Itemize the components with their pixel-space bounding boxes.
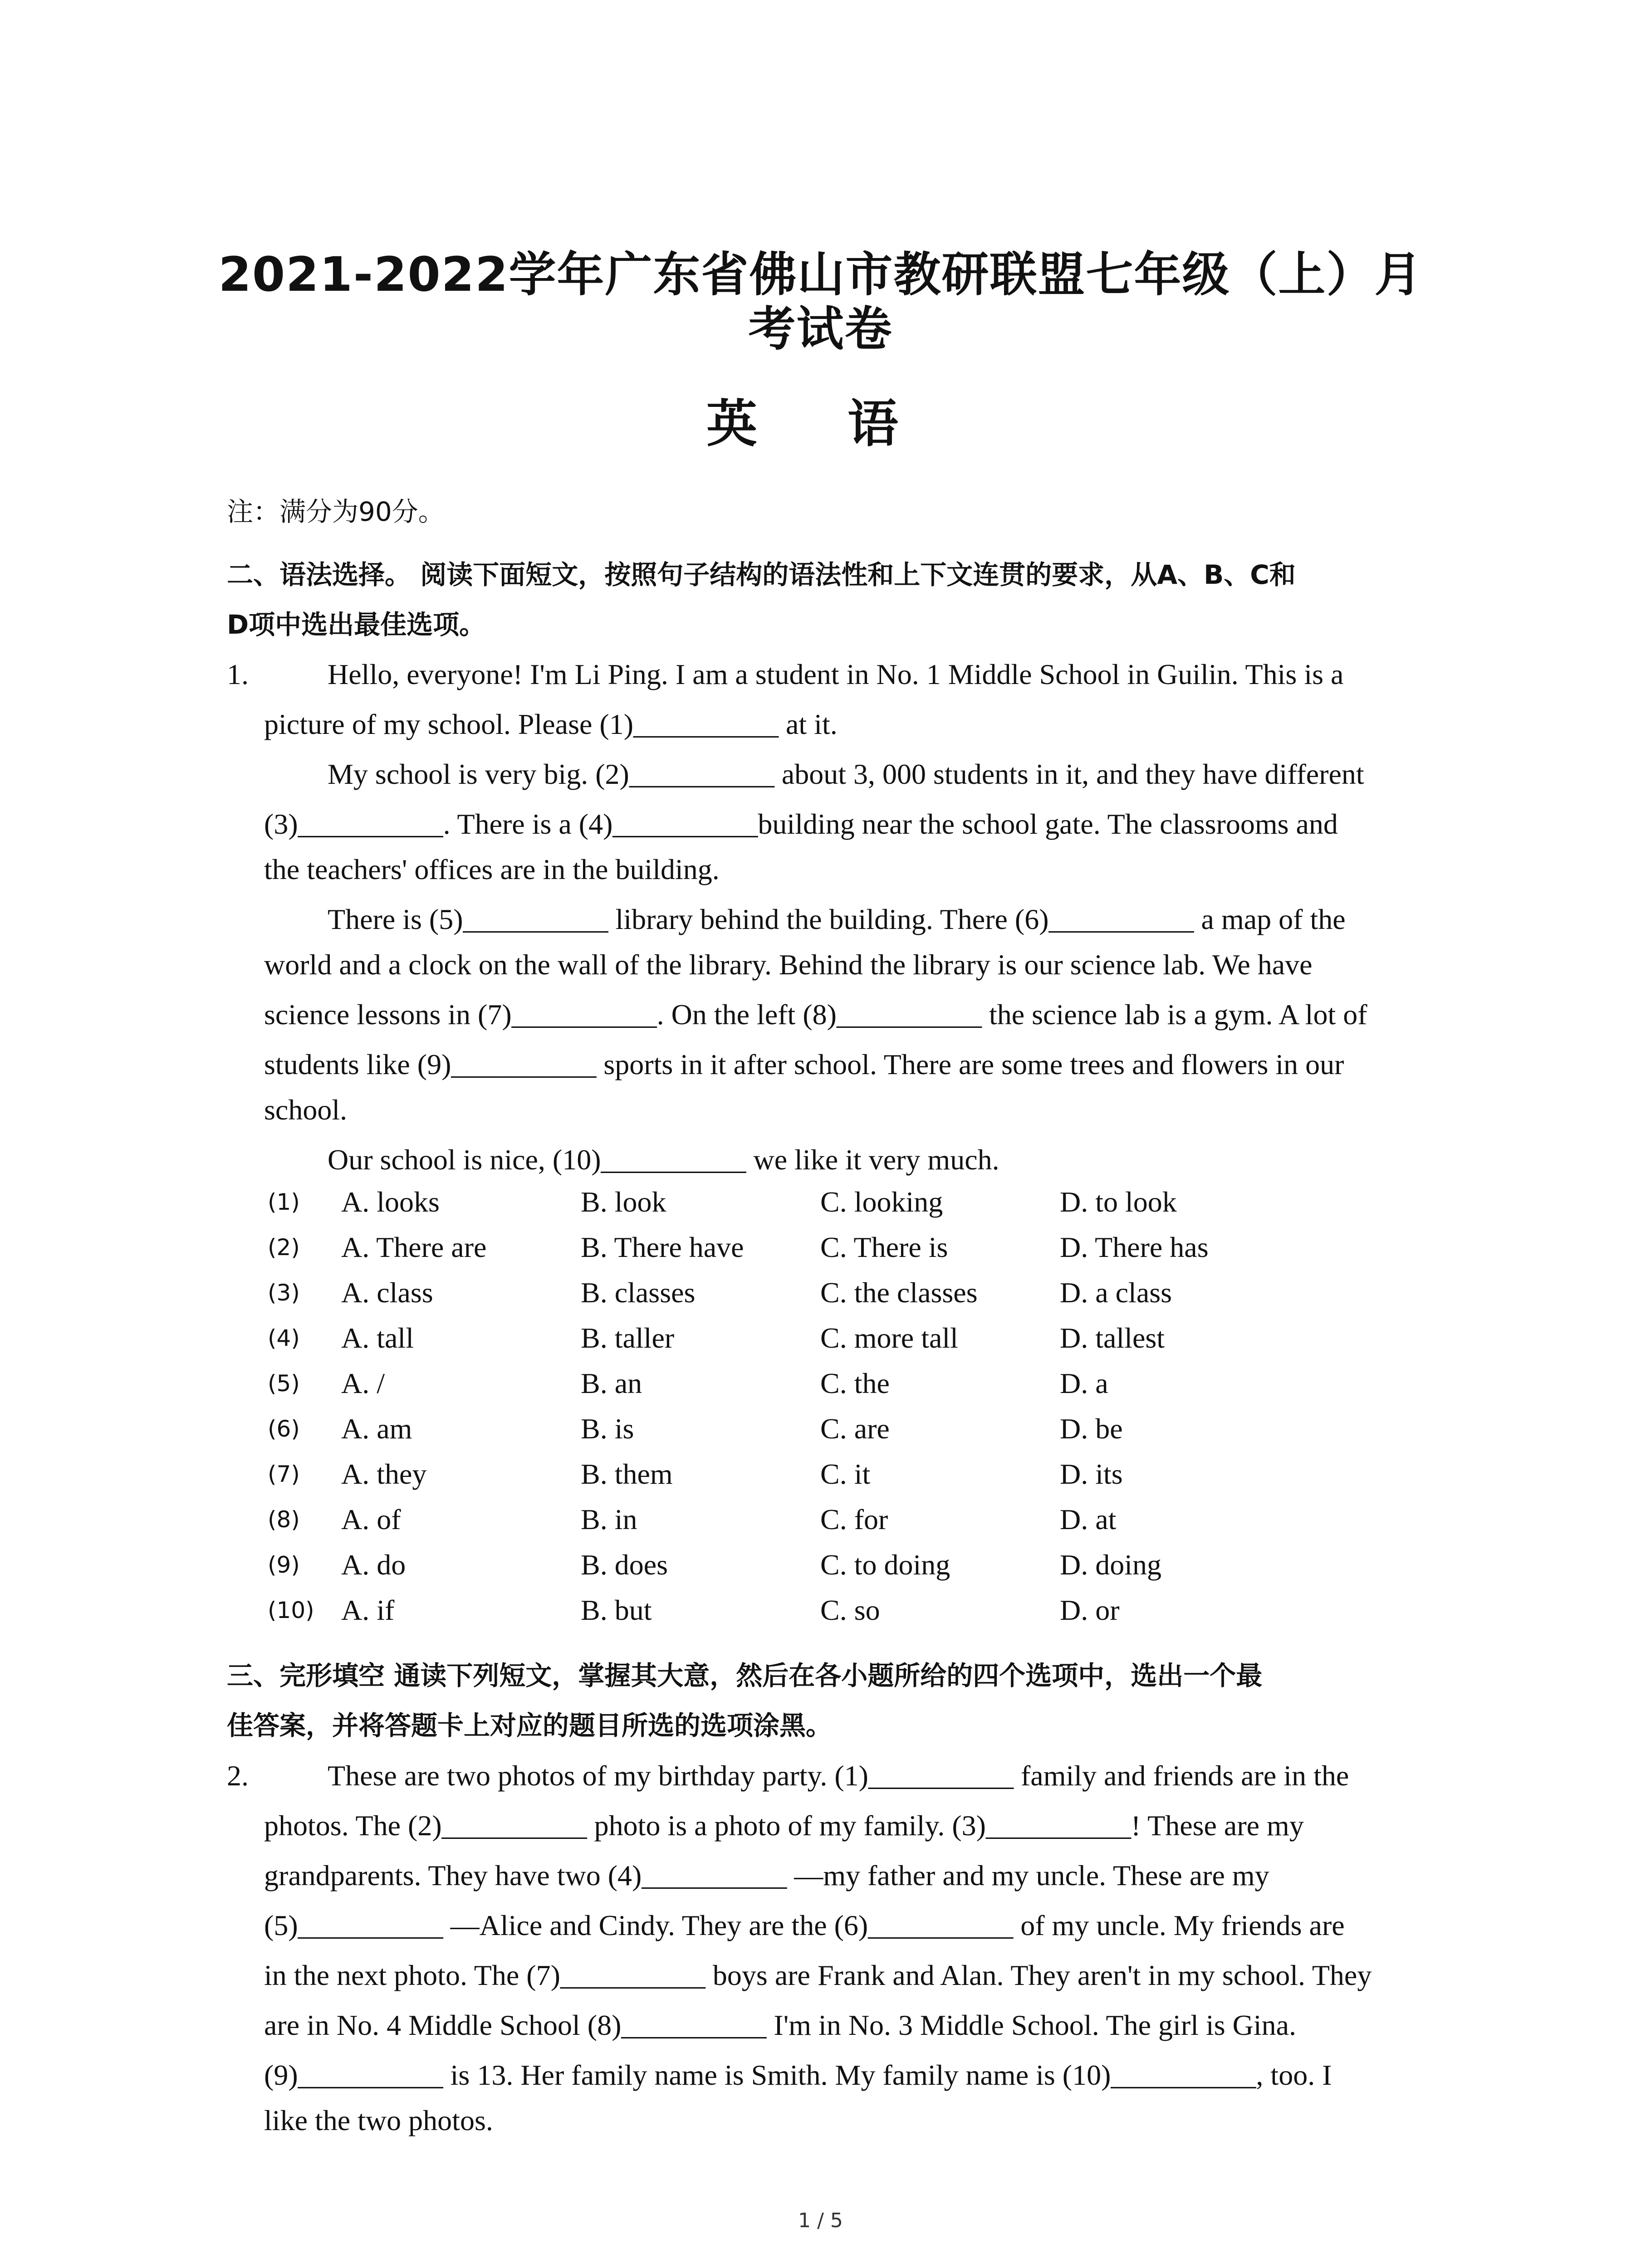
option-number: (2) [268,1234,300,1261]
q2-line: in the next photo. The (7)__________ boys are Frank and Alan. They aren't in my school. They [264,1959,1372,1991]
option-b[interactable]: B. look [581,1186,666,1218]
option-c[interactable]: C. more tall [820,1322,958,1354]
q1-line: There is (5)__________ library behind the building. There (6)__________ a map of the [328,903,1346,935]
option-d[interactable]: D. to look [1060,1186,1177,1218]
option-d[interactable]: D. doing [1060,1549,1161,1581]
option-a[interactable]: A. There are [341,1231,487,1263]
option-a[interactable]: A. if [341,1594,395,1626]
q2-line: are in No. 4 Middle School (8)__________ I'm in No. 3 Middle School. The girl is Gina. [264,2009,1296,2041]
option-b[interactable]: B. an [581,1367,642,1399]
option-c[interactable]: C. the classes [820,1276,978,1309]
exam-title-line1: 2021-2022学年广东省佛山市教研联盟七年级（上）月 [218,247,1423,302]
option-number: (10) [268,1597,314,1623]
option-c[interactable]: C. looking [820,1186,943,1218]
option-a[interactable]: A. do [341,1549,406,1581]
q1-line: students like (9)__________ sports in it after school. There are some trees and flowers in our [264,1048,1344,1080]
q1-line: picture of my school. Please (1)__________ at it. [264,708,838,740]
option-b[interactable]: B. in [581,1503,637,1535]
section2-heading-line2: D项中选出最佳选项。 [227,609,486,640]
question-number: 2. [227,1760,249,1792]
q1-line: Our school is nice, (10)__________ we like it very much. [328,1144,999,1176]
option-b[interactable]: B. taller [581,1322,675,1354]
option-b[interactable]: B. but [581,1594,652,1626]
q2-line: (5)__________ —Alice and Cindy. They are the (6)__________ of my uncle. My friends are [264,1909,1345,1941]
section2-heading-line1: 二、语法选择。 阅读下面短文，按照句子结构的语法性和上下文连贯的要求，从A、B、C和 [227,559,1296,590]
q2-line: like the two photos. [264,2104,493,2136]
subject-heading: 英 语 [706,395,935,454]
option-d[interactable]: D. There has [1060,1231,1209,1263]
option-c[interactable]: C. are [820,1413,890,1445]
q2-line: grandparents. They have two (4)__________ —my father and my uncle. These are my [264,1859,1269,1892]
exam-title-line2: 考试卷 [748,301,893,357]
option-b[interactable]: B. classes [581,1276,696,1309]
q1-line: Hello, everyone! I'm Li Ping. I am a student in No. 1 Middle School in Guilin. This is a [328,658,1344,690]
option-d[interactable]: D. tallest [1060,1322,1165,1354]
option-number: (1) [268,1189,300,1215]
section3-heading-line1: 三、完形填空 通读下列短文，掌握其大意，然后在各小题所给的四个选项中，选出一个最 [227,1660,1263,1691]
option-a[interactable]: A. / [341,1367,385,1399]
option-number: (6) [268,1416,300,1442]
option-c[interactable]: C. There is [820,1231,948,1263]
option-b[interactable]: B. them [581,1458,673,1490]
q1-line: science lessons in (7)__________. On the left (8)__________ the science lab is a gym. A lot of [264,998,1367,1031]
option-c[interactable]: C. so [820,1594,880,1626]
q1-line: My school is very big. (2)__________ about 3, 000 students in it, and they have different [328,758,1364,790]
option-b[interactable]: B. does [581,1549,668,1581]
option-a[interactable]: A. class [341,1276,433,1309]
q2-line: (9)__________ is 13. Her family name is Smith. My family name is (10)__________, too. I [264,2059,1332,2091]
option-d[interactable]: D. at [1060,1503,1117,1535]
question-number: 1. [227,658,249,690]
option-a[interactable]: A. of [341,1503,401,1535]
option-a[interactable]: A. tall [341,1322,414,1354]
option-number: (3) [268,1280,300,1306]
option-d[interactable]: D. a [1060,1367,1108,1399]
option-c[interactable]: C. the [820,1367,890,1399]
option-number: (7) [268,1461,300,1487]
option-d[interactable]: D. be [1060,1413,1123,1445]
option-d[interactable]: D. or [1060,1594,1120,1626]
q2-line: photos. The (2)__________ photo is a photo of my family. (3)__________! These are my [264,1809,1304,1842]
q2-line: These are two photos of my birthday party. (1)__________ family and friends are in the [328,1760,1349,1792]
q1-line: school. [264,1094,348,1126]
option-a[interactable]: A. am [341,1413,412,1445]
option-d[interactable]: D. a class [1060,1276,1172,1309]
q1-line: (3)__________. There is a (4)__________building near the school gate. The classrooms and [264,808,1338,840]
option-c[interactable]: C. to doing [820,1549,950,1581]
option-d[interactable]: D. its [1060,1458,1123,1490]
option-b[interactable]: B. There have [581,1231,744,1263]
section3-heading-line2: 佳答案，并将答题卡上对应的题目所选的选项涂黑。 [227,1710,833,1741]
option-number: (4) [268,1325,300,1351]
option-number: (8) [268,1506,300,1533]
q1-line: the teachers' offices are in the building. [264,853,720,885]
option-c[interactable]: C. for [820,1503,888,1535]
option-b[interactable]: B. is [581,1413,634,1445]
page-number: 1 / 5 [798,2209,843,2232]
option-a[interactable]: A. looks [341,1186,440,1218]
score-note: 注：满分为90分。 [227,496,445,527]
option-a[interactable]: A. they [341,1458,427,1490]
q1-line: world and a clock on the wall of the library. Behind the library is our science lab. We have [264,948,1313,981]
option-number: (5) [268,1370,300,1397]
option-c[interactable]: C. it [820,1458,871,1490]
option-number: (9) [268,1552,300,1578]
